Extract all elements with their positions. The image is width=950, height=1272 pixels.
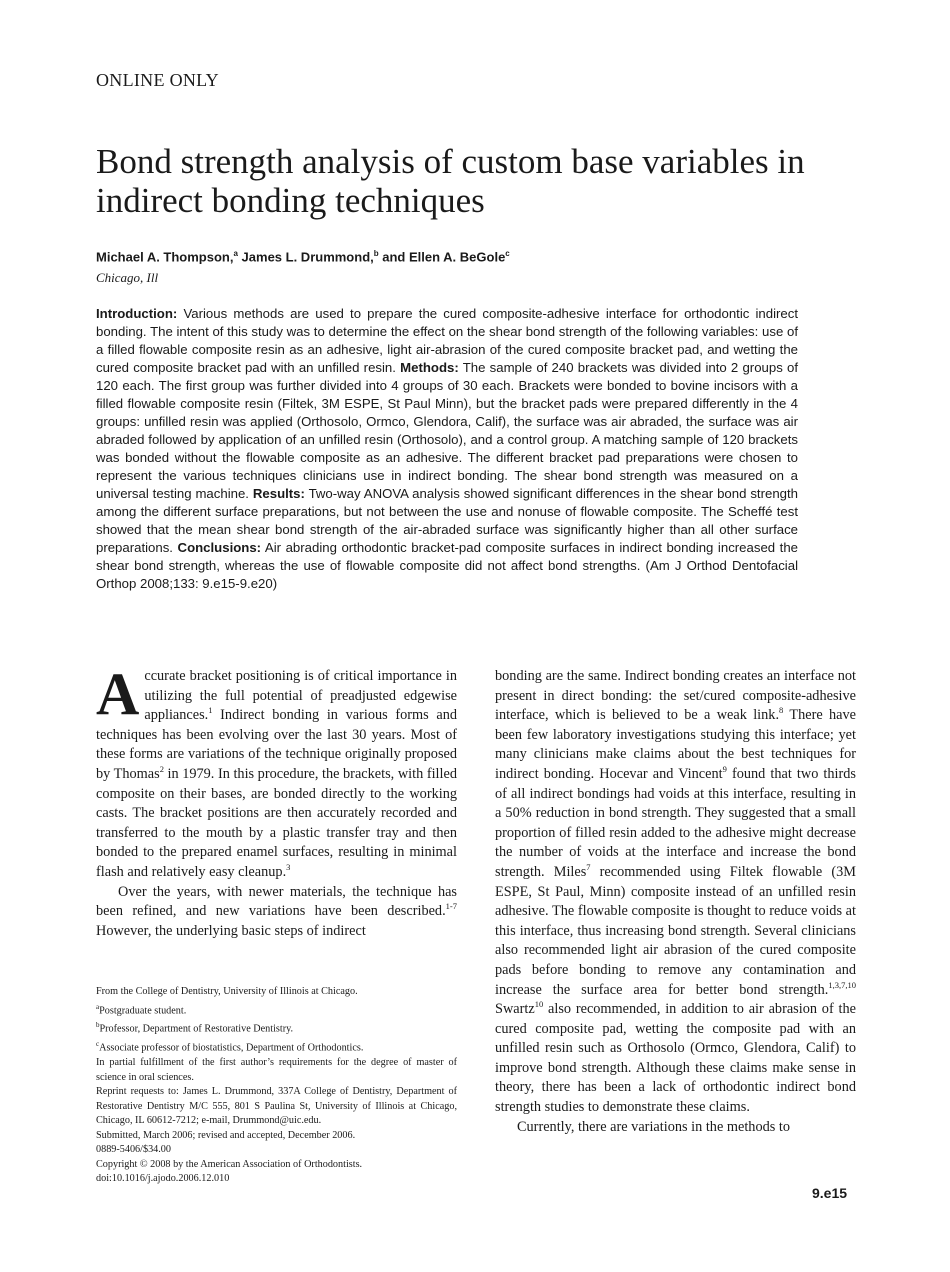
abstract-results-text: Two-way ANOVA analysis showed significant differences in the shear bond strength among the different surface preparations, but not between the use and nonuse of flowable composite. The Scheffé test showed that the mean shear bond strength of the air-abraded surface was significantly higher than all other surface preparations. (96, 486, 798, 555)
abstract (96, 305, 798, 593)
body-column-right (495, 667, 856, 1137)
body-text: However, the underlying basic steps of indirect (96, 922, 366, 939)
footnote-line (96, 1037, 457, 1056)
body-text: Over the years, with newer materials, the technique has been refined, and new variations have been described. (96, 883, 457, 920)
doi[interactable]: doi:10.1016/j.ajodo.2006.12.010 (96, 1173, 230, 1185)
footnote-line: In partial fulfillment of the first author’s requirements for the degree of master of science in oral sciences. (96, 1057, 457, 1083)
footnote-line: From the College of Dentistry, University of Illinois at Chicago. (96, 986, 358, 997)
author-name: and Ellen A. BeGole (378, 249, 506, 265)
footnote-mark: b (96, 1021, 100, 1030)
footnote-text: Postgraduate student. (99, 1004, 187, 1016)
body-text: There have been few laboratory investigations studying this interface; yet many clinicians make claims about the best techniques for indirect bonding. Hocevar and Vincent (495, 707, 856, 782)
citation-ref: 1-7 (445, 901, 457, 912)
footnote-line (96, 1000, 457, 1019)
body-text: ccurate bracket positioning is of critical importance in utilizing the full potential of preadjusted edgewise appliances. (144, 668, 457, 724)
body-paragraph (495, 667, 856, 1118)
body-paragraph: Currently, there are variations in the methods to (517, 1118, 791, 1135)
body-column-left (96, 661, 457, 941)
author-affiliation-mark: a (233, 249, 238, 258)
body-paragraph (96, 883, 457, 942)
body-text: in 1979. In this procedure, the brackets, with filled composite on their bases, are bonded directly to the working casts. The bracket positions are then accurately recorded and transferred to the mouth by a plastic transfer tray and then bonded to the prepared enamel surfaces, resulting in minimal flash and relatively easy cleanup. (96, 765, 457, 880)
copyright: Copyright © 2008 by the American Association of Orthodontists. (96, 1158, 363, 1170)
issn: 0889-5406/$34.00 (96, 1144, 171, 1156)
body-text: Swartz (495, 1001, 535, 1018)
article-title: Bond strength analysis of custom base variables in indirect bonding techniques (96, 142, 805, 220)
citation-ref: 9 (722, 764, 727, 775)
abstract-methods-text: The sample of 240 brackets was divided into 2 groups of 120 each. The first group was further divided into 4 groups of 30 each. Brackets were bonded to bovine incisors with a filled flowable composite resin (Filtek, 3M ESPE, St Paul Minn), but the bracket pads were prepared differently in the 4 groups: unfilled resin was applied (Orthosolo, Ormco, Glendora, Calif), the surface was air abraded, the surface was air abraded followed by application of an unfilled resin (Orthosolo), and a control group. A matching sample of 120 brackets was bonded without the flowable composite as an adhesive. The different bracket pad preparations were chosen to represent the various techniques clinicians use in indirect bonding. The shear bond strength was measured on a universal testing machine. (96, 360, 798, 501)
footnote-text: Professor, Department of Restorative Dentistry. (99, 1023, 294, 1035)
author-name: Michael A. Thompson, (96, 249, 234, 265)
abstract-results-label: Results: (252, 486, 305, 501)
body-text: found that two thirds of all indirect bondings had voids at this interface, resulting in a 50% reduction in bond strength. They suggested that a small proportion of filled resin added to the adhesive might decrease the number of voids at the interface and increase the bond strength. Miles (495, 765, 856, 880)
citation-ref: 2 (159, 764, 164, 775)
body-text: also recommended, in addition to air abrasion of the cured composite pad, wetting the composite pad with an unfilled resin such as Orthosolo (Ormco, Glendora, Calif) to improve bond strength. Although these claims make sense in theory, there has been a lack of orthodontic indirect bond strength studies to demonstrate these claims. (495, 1001, 856, 1116)
abstract-conclusions-label: Conclusions: (177, 540, 262, 555)
body-text: Indirect bonding in various forms and techniques has been evolving over the last 30 years. Most of these forms are variations of the technique originally proposed by Thomas (96, 707, 457, 782)
footnote-mark: c (96, 1040, 100, 1049)
reprint-requests: Reprint requests to: James L. Drummond, 337A College of Dentistry, Department of Restorative Dentistry M/C 555, 801 S Paulina St, University of Illinois at Chicago, Chicago, IL 60612-7212; e-mail, Drummond@uic.edu. (96, 1086, 457, 1127)
citation-ref: 3 (286, 862, 291, 873)
footnote-mark: a (96, 1002, 100, 1011)
author-affiliation-mark: b (373, 249, 379, 258)
section-label: ONLINE ONLY (96, 70, 219, 90)
citation-ref: 7 (586, 862, 591, 873)
citation-ref: 8 (779, 705, 784, 716)
footnote-text: Associate professor of biostatistics, Department of Orthodontics. (99, 1042, 364, 1054)
footnote-line (96, 1018, 457, 1037)
author-list (96, 249, 510, 264)
page-number: 9.e15 (812, 1185, 848, 1201)
abstract-introduction-text: Various methods are used to prepare the cured composite-adhesive interface for orthodontic indirect bonding. The intent of this study was to determine the effect on the shear bond strength of the following variables: use of a filled flowable composite resin as an adhesive, light air-abrasion of the cured composite bracket pad, and wetting the cured composite bracket pad with an unfilled resin. (96, 306, 798, 375)
submission-dates: Submitted, March 2006; revised and accepted, December 2006. (96, 1129, 356, 1141)
author-name: James L. Drummond, (237, 249, 374, 265)
body-text: recommended using Filtek flowable (3M ESPE, St Paul, Minn) composite instead of an unfilled resin adhesive. The flowable composite is thought to reduce voids at this interface, thus increasing bond strength. Several clinicians also recommended light air abrasion of the cured composite pads before bonding to remove any contamination and increase the surface area for better bond strength. (495, 863, 856, 998)
abstract-conclusions-text: Air abrading orthodontic bracket-pad composite surfaces in indirect bonding increased the shear bond strength, whereas the use of flowable composite did not affect bond strengths. (Am J Orthod Dentofacial Orthop 2008;133: 9.e15-9.e20) (96, 540, 799, 591)
author-affiliation-mark: c (505, 249, 510, 258)
abstract-methods-label: Methods: (400, 360, 459, 375)
citation-ref: 10 (534, 999, 544, 1010)
drop-cap: A (96, 661, 140, 727)
citation-ref: 1 (208, 705, 213, 716)
abstract-introduction-label: Introduction: (96, 306, 178, 321)
citation-ref: 1,3,7,10 (828, 979, 856, 990)
body-text: bonding are the same. Indirect bonding creates an interface not present in direct bonding: the set/cured composite-adhesive interface, which is believed to be a weak link. (495, 668, 856, 724)
affiliation-footnotes (96, 985, 457, 1187)
body-paragraph (96, 661, 457, 883)
author-location: Chicago, Ill (96, 270, 159, 285)
